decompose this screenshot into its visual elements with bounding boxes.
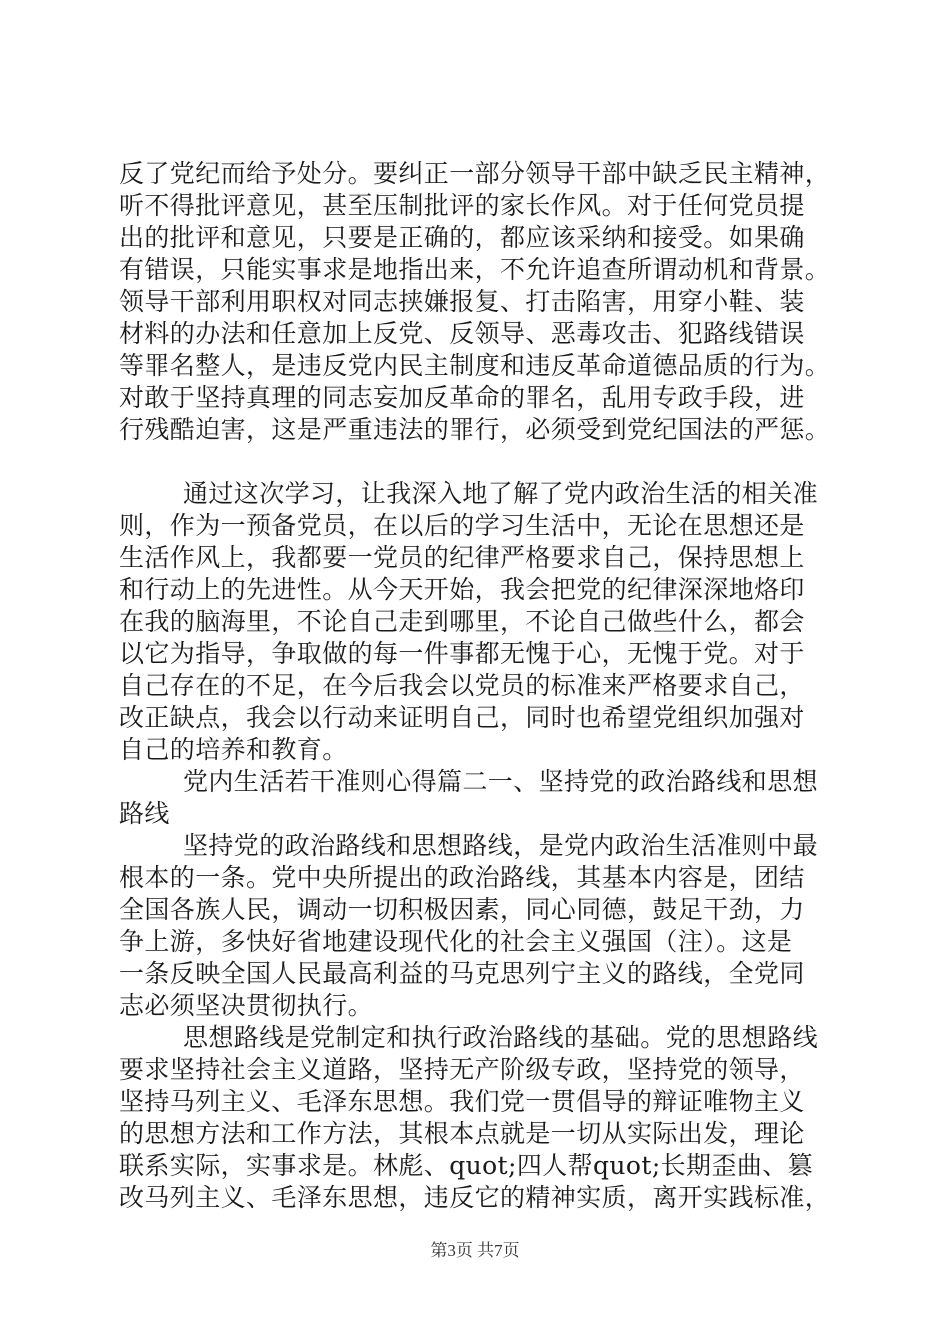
text-line: 联系实际，实事求是。林彪、quot;四人帮quot;长期歪曲、篡 bbox=[119, 1151, 814, 1180]
text-line: 反了党纪而给予处分。要纠正一部分领导干部中缺乏民主精神， bbox=[119, 159, 831, 188]
text-line: 争上游，多快好省地建设现代化的社会主义强国（注）。这是 bbox=[119, 927, 793, 956]
text-line: 坚持党的政治路线和思想路线，是党内政治生活准则中最 bbox=[183, 831, 819, 860]
text-line: 一条反映全国人民最高利益的马克思列宁主义的路线，全党同 bbox=[119, 959, 805, 988]
text-line: 根本的一条。党中央所提出的政治路线，其基本内容是，团结 bbox=[119, 863, 805, 892]
text-line: 则，作为一预备党员，在以后的学习生活中，无论在思想还是 bbox=[119, 511, 805, 540]
text-line: 听不得批评意见，甚至压制批评的家长作风。对于任何党员提 bbox=[119, 191, 805, 220]
text-line: 有错误，只能实事求是地指出来，不允许追查所谓动机和背景。 bbox=[119, 255, 831, 284]
text-line: 坚持马列主义、毛泽东思想。我们党一贯倡导的辩证唯物主义 bbox=[119, 1087, 805, 1116]
text-line: 自己存在的不足，在今后我会以党员的标准来严格要求自己， bbox=[119, 671, 805, 700]
body-text-main bbox=[119, 478, 831, 1214]
page-number-footer: 第3页 共7页 bbox=[430, 1241, 520, 1260]
text-line: 以它为指导，争取做的每一件事都无愧于心，无愧于党。对于 bbox=[119, 639, 805, 668]
text-line: 等罪名整人，是违反党内民主制度和违反革命道德品质的行为。 bbox=[119, 351, 831, 380]
text-line: 材料的办法和任意加上反党、反领导、恶毒攻击、犯路线错误 bbox=[119, 319, 805, 348]
text-line: 和行动上的先进性。从今天开始，我会把党的纪律深深地烙印 bbox=[119, 575, 805, 604]
section-heading-line: 党内生活若干准则心得篇二一、坚持党的政治路线和思想 bbox=[183, 767, 819, 796]
text-line: 对敢于坚持真理的同志妄加反革命的罪名，乱用专政手段，进 bbox=[119, 383, 805, 412]
text-line: 改马列主义、毛泽东思想，违反它的精神实质，离开实践标准， bbox=[119, 1183, 831, 1212]
body-text-continued bbox=[119, 158, 831, 446]
text-line: 全国各族人民，调动一切积极因素，同心同德，鼓足干劲，力 bbox=[119, 895, 805, 924]
text-line: 生活作风上，我都要一党员的纪律严格要求自己，保持思想上 bbox=[119, 543, 805, 572]
text-line: 的思想方法和工作方法，其根本点就是一切从实际出发，理论 bbox=[119, 1119, 805, 1148]
text-line: 改正缺点，我会以行动来证明自己，同时也希望党组织加强对 bbox=[119, 703, 805, 732]
text-line: 出的批评和意见，只要是正确的，都应该采纳和接受。如果确 bbox=[119, 223, 805, 252]
text-line: 通过这次学习，让我深入地了解了党内政治生活的相关准 bbox=[183, 479, 819, 508]
text-line: 思想路线是党制定和执行政治路线的基础。党的思想路线 bbox=[183, 1023, 819, 1052]
text-line: 在我的脑海里，不论自己走到哪里，不论自己做些什么，都会 bbox=[119, 607, 805, 636]
section-heading-line: 路线 bbox=[119, 799, 170, 828]
text-line: 行残酷迫害，这是严重违法的罪行，必须受到党纪国法的严惩。 bbox=[119, 415, 831, 444]
text-line: 自己的培养和教育。 bbox=[119, 735, 348, 764]
text-line: 要求坚持社会主义道路，坚持无产阶级专政，坚持党的领导， bbox=[119, 1055, 805, 1084]
text-line: 领导干部利用职权对同志挟嫌报复、打击陷害，用穿小鞋、装 bbox=[119, 287, 805, 316]
text-line: 志必须坚决贯彻执行。 bbox=[119, 991, 374, 1020]
